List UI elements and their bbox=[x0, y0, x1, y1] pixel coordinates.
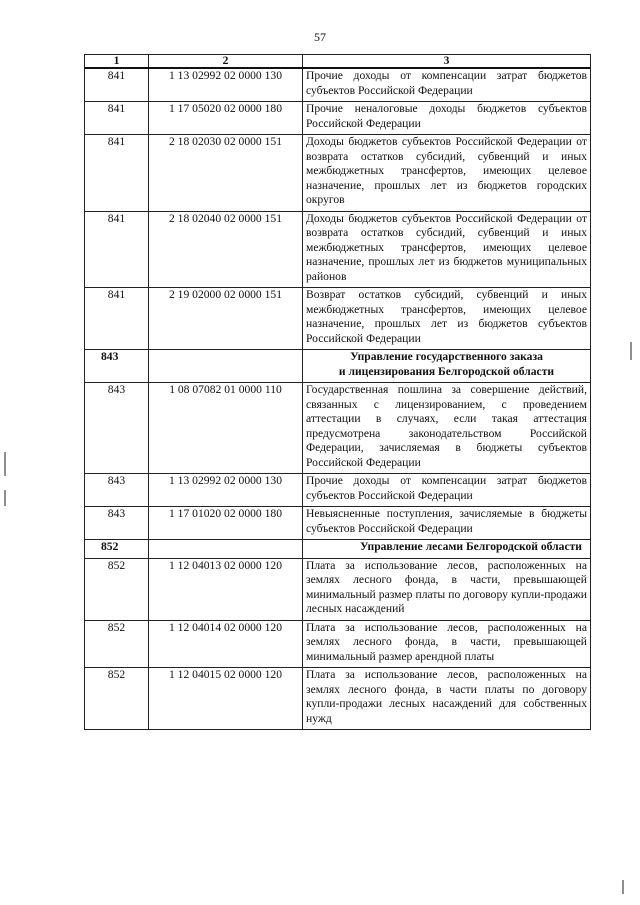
revenue-code-cell: 1 17 05020 02 0000 180 bbox=[149, 102, 303, 135]
column-header-3: 3 bbox=[303, 55, 591, 69]
admin-code-cell: 852 bbox=[85, 558, 149, 620]
revenue-code-cell: 1 13 02992 02 0000 130 bbox=[149, 474, 303, 507]
empty-code-cell bbox=[149, 540, 303, 559]
revenue-code-cell: 2 18 02040 02 0000 151 bbox=[149, 211, 303, 288]
table-body bbox=[85, 68, 591, 730]
table-row bbox=[85, 288, 591, 350]
table-row bbox=[85, 558, 591, 620]
revenue-code-cell: 1 12 04014 02 0000 120 bbox=[149, 620, 303, 668]
admin-code-cell: 852 bbox=[85, 540, 149, 559]
department-name-line: Управление лесами Белгородской области bbox=[359, 540, 582, 553]
revenue-administrators-table bbox=[84, 54, 591, 730]
admin-code-cell: 843 bbox=[85, 507, 149, 540]
admin-code-cell: 852 bbox=[85, 668, 149, 730]
revenue-name-cell: Плата за использование лесов, расположенных на землях лесного фонда, в части, превышающей минимальный размер арендной платы bbox=[303, 620, 591, 668]
page-number: 57 bbox=[314, 30, 326, 44]
revenue-name-cell: Невыясненные поступления, зачисляемые в бюджеты субъектов Российской Федерации bbox=[303, 507, 591, 540]
admin-code-cell: 843 bbox=[85, 350, 149, 383]
department-row bbox=[85, 350, 591, 383]
admin-code-cell: 841 bbox=[85, 288, 149, 350]
table-row bbox=[85, 474, 591, 507]
revenue-code-cell: 2 18 02030 02 0000 151 bbox=[149, 135, 303, 212]
admin-code-cell: 843 bbox=[85, 383, 149, 474]
revenue-code-cell: 1 13 02992 02 0000 130 bbox=[149, 68, 303, 102]
department-name-cell bbox=[303, 350, 591, 383]
department-name-line: Управление государственного заказа bbox=[350, 350, 543, 363]
header-row bbox=[85, 55, 591, 69]
column-header-2: 2 bbox=[149, 55, 303, 69]
admin-code-cell: 841 bbox=[85, 211, 149, 288]
department-name-line: и лицензирования Белгородской области bbox=[338, 364, 555, 378]
revenue-code-cell: 2 19 02000 02 0000 151 bbox=[149, 288, 303, 350]
admin-code-cell: 841 bbox=[85, 102, 149, 135]
margin-mark bbox=[4, 490, 6, 506]
table-row bbox=[85, 68, 591, 102]
revenue-name-cell: Плата за использование лесов, расположенных на землях лесного фонда, в части платы по договору купли-продажи лесных насаждений для собственных нужд bbox=[303, 668, 591, 730]
revenue-name-cell: Плата за использование лесов, расположенных на землях лесного фонда, в части, превышающей минимальный размер платы по договору купли-продажи лесных насаждений bbox=[303, 558, 591, 620]
revenue-name-cell: Прочие неналоговые доходы бюджетов субъектов Российской Федерации bbox=[303, 102, 591, 135]
margin-mark bbox=[4, 452, 6, 476]
revenue-name-cell: Возврат остатков субсидий, субвенций и иных межбюджетных трансфертов, имеющих целевое назначение, прошлых лет из бюджетов субъектов Российской Федерации bbox=[303, 288, 591, 350]
department-row bbox=[85, 540, 591, 559]
revenue-name-cell: Прочие доходы от компенсации затрат бюджетов субъектов Российской Федерации bbox=[303, 68, 591, 102]
revenue-name-cell: Прочие доходы от компенсации затрат бюджетов субъектов Российской Федерации bbox=[303, 474, 591, 507]
table-row bbox=[85, 620, 591, 668]
revenue-code-cell: 1 12 04013 02 0000 120 bbox=[149, 558, 303, 620]
revenue-name-cell: Государственная пошлина за совершение действий, связанных с лицензированием, с проведением аттестации в случаях, если такая аттестация предусмотрена законодательством Российской Федерации, зачисляемая в бюджеты субъектов Российской Федерации bbox=[303, 383, 591, 474]
margin-mark bbox=[630, 342, 632, 360]
revenue-name-cell: Доходы бюджетов субъектов Российской Федерации от возврата остатков субсидий, субвенций и иных межбюджетных трансфертов, имеющих целевое назначение, прошлых лет из бюджетов муниципальных районов bbox=[303, 211, 591, 288]
table-row bbox=[85, 211, 591, 288]
revenue-code-cell: 1 12 04015 02 0000 120 bbox=[149, 668, 303, 730]
admin-code-cell: 841 bbox=[85, 135, 149, 212]
margin-mark bbox=[622, 880, 624, 894]
empty-code-cell bbox=[149, 350, 303, 383]
revenue-code-cell: 1 08 07082 01 0000 110 bbox=[149, 383, 303, 474]
admin-code-cell: 841 bbox=[85, 68, 149, 102]
table-row bbox=[85, 102, 591, 135]
admin-code-cell: 852 bbox=[85, 620, 149, 668]
table-row bbox=[85, 383, 591, 474]
table-row bbox=[85, 135, 591, 212]
table-row bbox=[85, 507, 591, 540]
revenue-code-cell: 1 17 01020 02 0000 180 bbox=[149, 507, 303, 540]
column-header-1: 1 bbox=[85, 55, 149, 69]
admin-code-cell: 843 bbox=[85, 474, 149, 507]
table-row bbox=[85, 668, 591, 730]
department-name-cell bbox=[303, 540, 591, 559]
revenue-name-cell: Доходы бюджетов субъектов Российской Федерации от возврата остатков субсидий, субвенций и иных межбюджетных трансфертов, имеющих целевое назначение, прошлых лет из бюджетов городских округов bbox=[303, 135, 591, 212]
